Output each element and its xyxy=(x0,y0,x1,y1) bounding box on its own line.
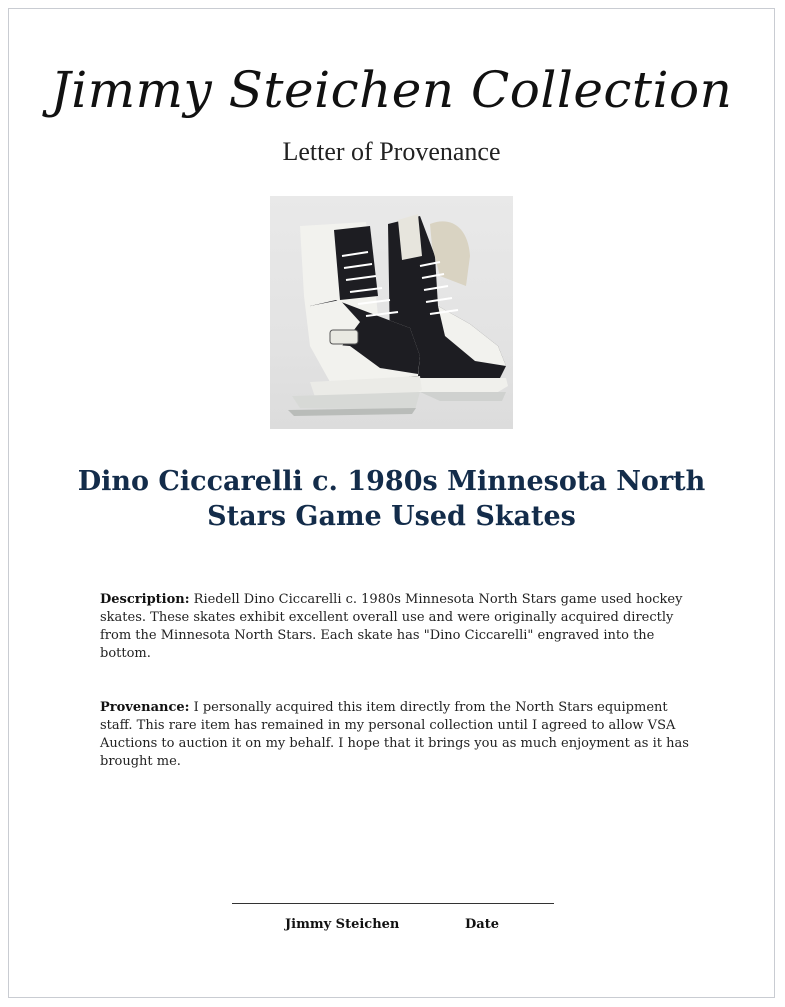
signature-name: Jimmy Steichen xyxy=(285,917,400,932)
hockey-skates-photo xyxy=(270,196,513,429)
provenance-text: I personally acquired this item directly from the North Stars equipment staff. This rare item has remained in my personal collection until I agreed to allow VSA Auctions to auction it on my behalf. I hope that it brings you as much enjoyment as it has brought me. xyxy=(100,700,689,769)
description-text: Riedell Dino Ciccarelli c. 1980s Minnesota North Stars game used hockey skates. These skates exhibit excellent overall use and were originally acquired directly from the Minnesota North Stars. Each skate has "Dino Ciccarelli" engraved into the bottom. xyxy=(100,592,683,661)
document-subtitle: Letter of Provenance xyxy=(282,137,501,166)
hockey-skates-icon xyxy=(270,196,513,429)
item-title: Dino Ciccarelli c. 1980s Minnesota North Stars Game Used Skates xyxy=(77,466,706,532)
letter-page xyxy=(8,8,775,998)
provenance-paragraph xyxy=(100,699,700,771)
description-paragraph xyxy=(100,591,700,663)
signature-line xyxy=(232,903,554,904)
collection-title: Jimmy Steichen Collection xyxy=(50,61,733,119)
signature-date-label: Date xyxy=(465,917,499,932)
description-label: Description: xyxy=(100,592,190,607)
provenance-label: Provenance: xyxy=(100,700,190,715)
